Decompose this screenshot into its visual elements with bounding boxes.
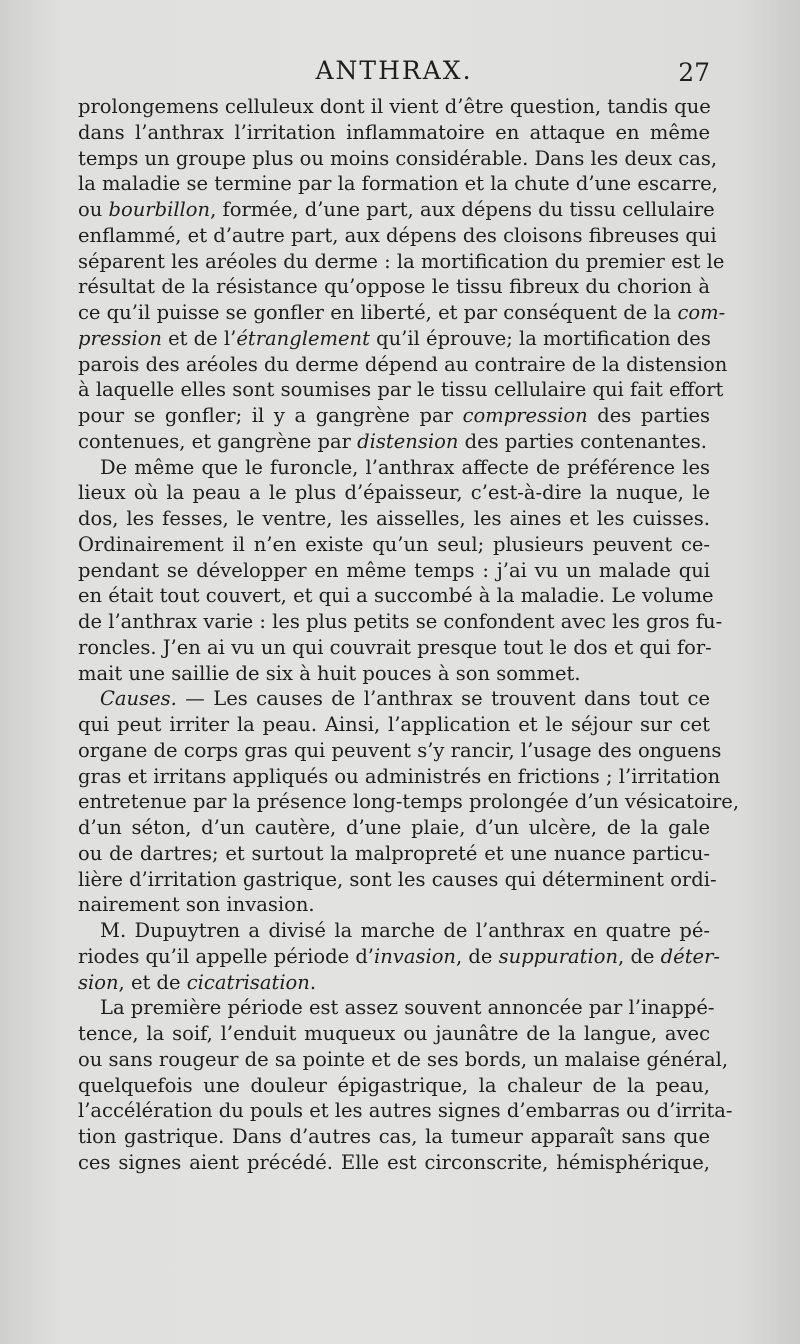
text-segment: .: [309, 970, 317, 994]
text-line: [78, 1073, 710, 1099]
text-line: [78, 146, 718, 172]
italic-term: suppuration: [498, 944, 619, 968]
text-line: [78, 789, 740, 815]
body-text: [78, 94, 740, 1176]
text-segment: organe de corps gras qui peuvent s’y rancir, l’usage des onguens: [78, 738, 722, 762]
text-line: [78, 712, 710, 738]
text-line: [78, 892, 710, 918]
text-segment: ce qu’il puisse se gonfler en liberté, et par conséquent de la: [78, 301, 678, 324]
text-segment: pour se gonfler; il y a gangrène par: [78, 404, 463, 427]
text-line: [78, 558, 710, 584]
text-segment: nairement son invasion.: [78, 893, 315, 917]
page-header: [78, 56, 710, 92]
text-segment: tion gastrique. Dans d’autres cas, la tumeur apparaît sans que: [78, 1125, 710, 1148]
text-segment: et de l’: [161, 326, 237, 350]
text-segment: d’un séton, d’un cautère, d’une plaie, d’un ulcère, de la gale: [78, 816, 710, 839]
italic-term: déter-: [660, 944, 720, 968]
text-line: [78, 686, 710, 712]
text-segment: ces signes aient précédé. Elle est circonscrite, hémisphérique,: [78, 1150, 710, 1174]
text-segment: , formée, d’une part, aux dépens du tissu cellulaire: [210, 198, 715, 221]
text-segment: entretenue par la présence long-temps prolongée d’un vésicatoire,: [78, 790, 740, 814]
text-line: [78, 455, 710, 481]
text-segment: résultat de la résistance qu’oppose le tissu fibreux du chorion à: [78, 275, 710, 299]
text-segment: qui peut irriter la peau. Ainsi, l’application et le séjour sur cet: [78, 713, 710, 736]
text-line: [78, 764, 721, 790]
italic-term: pression: [78, 326, 162, 350]
italic-term: invasion: [374, 944, 456, 968]
text-segment: ou sans rougeur de sa pointe et de ses bords, un malaise général,: [78, 1047, 729, 1071]
text-segment: prolongemens celluleux dont il vient d’être question, tandis que: [78, 95, 711, 118]
text-segment: , de: [456, 944, 499, 968]
text-segment: ou de dartres; et surtout la malpropreté et une nuance particu-: [78, 841, 710, 865]
text-line: [78, 1021, 710, 1047]
text-segment: dos, les fesses, le ventre, les aisselles, les aines et les cuisses.: [78, 507, 710, 530]
italic-term: étranglement: [236, 326, 370, 350]
text-line: [78, 197, 715, 223]
text-segment: De même que le furoncle, l’anthrax affecte de préférence les: [100, 455, 710, 479]
text-line: [78, 506, 710, 532]
text-line: [78, 1124, 710, 1150]
text-segment: dans l’anthrax l’irritation inflammatoire en attaque en même: [78, 120, 710, 144]
text-line: [78, 300, 726, 326]
text-line: [78, 995, 715, 1021]
text-segment: lieux où la peau a le plus d’épaisseur, c’est-à-dire la nuque, le: [78, 481, 710, 505]
page-number: 27: [678, 58, 710, 87]
text-segment: de l’anthrax varie : les plus petits se confondent avec les gros fu-: [78, 610, 723, 633]
italic-term: com-: [677, 301, 726, 324]
text-segment: tence, la soif, l’enduit muqueux ou jaunâtre de la langue, avec: [78, 1022, 710, 1045]
text-segment: La première période est assez souvent annoncée par l’inappé-: [100, 996, 715, 1020]
text-segment: à laquelle elles sont soumises par le tissu cellulaire qui fait effort: [78, 378, 724, 402]
text-line: [78, 120, 710, 146]
text-line: [78, 532, 710, 558]
text-segment: l’accélération du pouls et les autres signes d’embarras ou d’irrita-: [78, 1099, 733, 1123]
text-line: [78, 403, 710, 429]
text-segment: roncles. J’en ai vu un qui couvrait presque tout le dos et qui for-: [78, 635, 712, 659]
text-line: [78, 918, 710, 944]
text-line: [78, 635, 710, 661]
running-title: ANTHRAX.: [315, 56, 473, 85]
text-segment: des parties: [587, 404, 710, 427]
text-line: [78, 841, 710, 867]
text-line: [78, 480, 710, 506]
text-line: [78, 867, 717, 893]
italic-term: sion: [78, 970, 119, 994]
text-segment: la maladie se termine par la formation et la chute d’une escarre,: [78, 172, 718, 196]
text-line: [78, 815, 710, 841]
text-segment: ou: [78, 198, 109, 221]
text-line: [78, 738, 722, 764]
text-line: [78, 94, 710, 120]
text-line: [78, 1047, 729, 1073]
text-line: [78, 609, 723, 635]
text-line: [78, 352, 728, 378]
italic-term: compression: [462, 404, 588, 427]
text-segment: , de: [618, 944, 661, 968]
text-line: [78, 583, 714, 609]
text-line: [78, 429, 710, 455]
italic-term: distension: [357, 429, 459, 453]
text-segment: gras et irritans appliqués ou administrés en frictions ; l’irritation: [78, 764, 721, 788]
text-segment: des parties contenantes.: [458, 429, 707, 453]
text-segment: pendant se développer en même temps : j’ai vu un malade qui: [78, 558, 710, 582]
text-line: [78, 249, 725, 275]
text-segment: quelquefois une douleur épigastrique, la chaleur de la peau,: [78, 1073, 710, 1097]
text-segment: — Les causes de l’anthrax se trouvent dans tout ce: [176, 687, 710, 711]
italic-term: bourbillon: [108, 198, 211, 221]
text-segment: séparent les aréoles du derme : la mortification du premier est le: [78, 249, 725, 273]
text-line: [78, 171, 718, 197]
text-segment: , et de: [118, 970, 187, 994]
text-line: [78, 274, 710, 300]
text-line: [78, 1098, 733, 1124]
text-segment: contenues, et gangrène par: [78, 429, 358, 453]
text-segment: riodes qu’il appelle période d’: [78, 944, 375, 968]
text-line: [78, 1150, 710, 1176]
italic-term: Causes.: [100, 687, 177, 711]
text-segment: enflammé, et d’autre part, aux dépens des cloisons fibreuses qui: [78, 223, 717, 247]
text-segment: temps un groupe plus ou moins considérable. Dans les deux cas,: [78, 146, 718, 170]
text-segment: lière d’irritation gastrique, sont les causes qui déterminent ordi-: [78, 867, 717, 891]
text-line: [78, 661, 710, 687]
text-line: [78, 223, 717, 249]
text-segment: parois des aréoles du derme dépend au contraire de la distension: [78, 352, 728, 376]
text-segment: en était tout couvert, et qui a succombé à la maladie. Le volume: [78, 584, 714, 608]
text-segment: mait une saillie de six à huit pouces à son sommet.: [78, 661, 581, 685]
italic-term: cicatrisation: [186, 970, 310, 994]
text-line: [78, 377, 724, 403]
text-line: [78, 944, 720, 970]
text-line: [78, 326, 710, 352]
text-segment: M. Dupuytren a divisé la marche de l’anthrax en quatre pé-: [100, 919, 710, 942]
text-line: [78, 970, 710, 996]
text-segment: qu’il éprouve; la mortification des: [369, 326, 711, 350]
text-segment: Ordinairement il n’en existe qu’un seul; plusieurs peuvent ce-: [78, 532, 710, 556]
